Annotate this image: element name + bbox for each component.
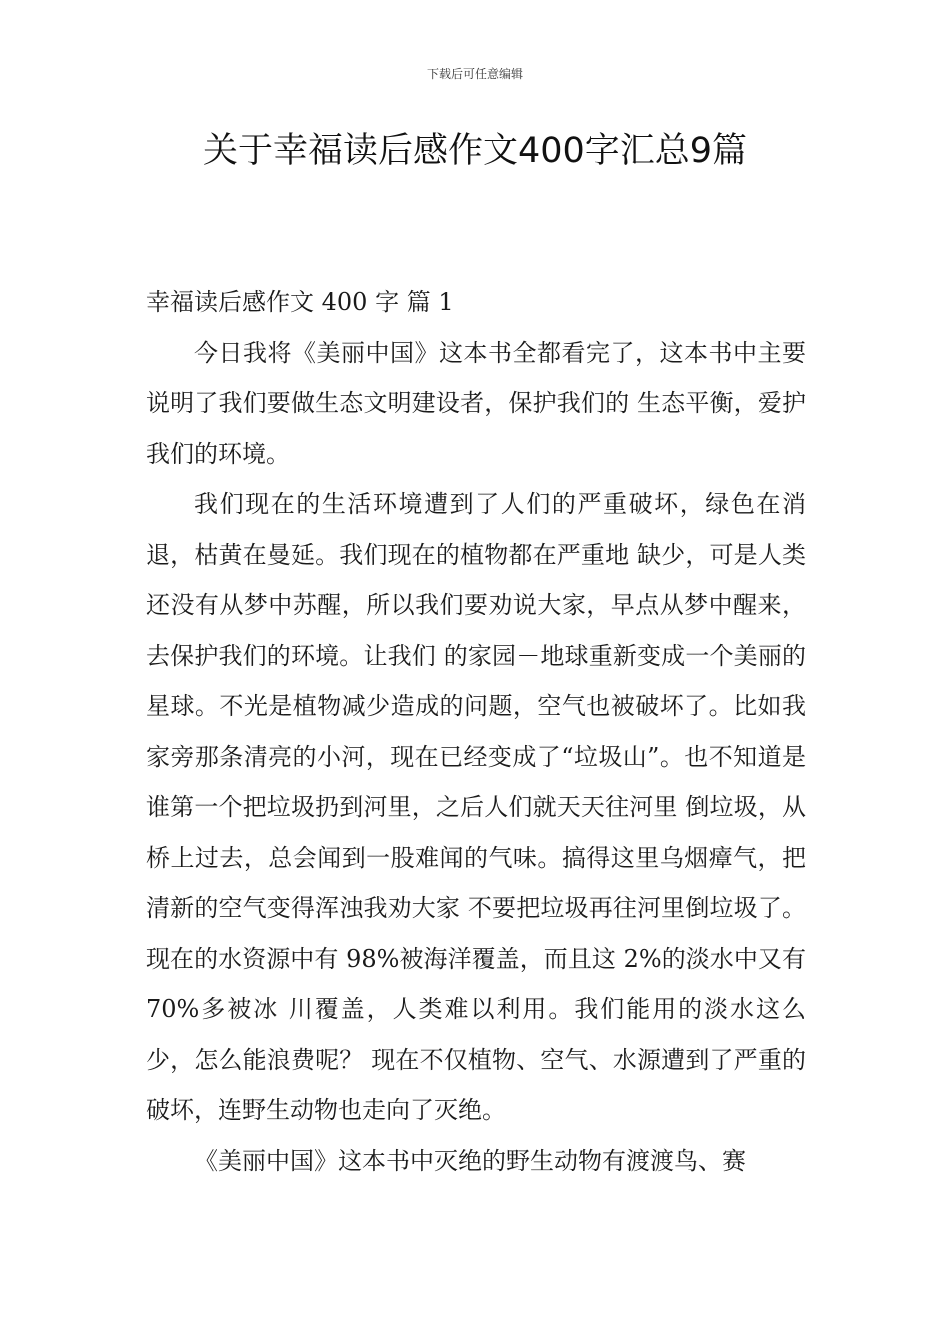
- document-title: 关于幸福读后感作文400字汇总9篇: [202, 131, 748, 171]
- paragraph-2: 我们现在的生活环境遭到了人们的严重破坏，绿色在消退，枯黄在曼延。我们现在的植物都在严重地 缺少，可是人类还没有从梦中苏醒，所以我们要劝说大家，早点从梦中醒来，去保护我们的环境。让我们 的家园－地球重新变成一个美丽的星球。不光是植物减少造成的问题，空气也被破坏了。比如我家旁那条清亮的小河，现在已经变成了“垃圾山”。也不知道是谁第一个把垃圾扔到河里，之后人们就天天往河里 倒垃圾，从桥上过去，总会闻到一股难闻的气味。搞得这里乌烟瘴气，把清新的空气变得浑浊我劝大家 不要把垃圾再往河里倒垃圾了。现在的水资源中有 98%被海洋覆盖，而且这 2%的淡水中又有 70%多被冰 川覆盖，人类难以利用。我们能用的淡水这么少，怎么能浪费呢？ 现在不仅植物、空气、水源遭到了严重的破坏，连野生动物也走向了灭绝。: [146, 490, 806, 1124]
- section-heading: 幸福读后感作文 400 字 篇 1: [146, 288, 454, 316]
- paragraph-3: 《美丽中国》这本书中灭绝的野生动物有渡渡鸟、赛: [194, 1146, 746, 1175]
- header-note: 下载后可任意编辑: [426, 67, 523, 81]
- document-body: [146, 277, 806, 1186]
- paragraph-1: 今日我将《美丽中国》这本书全都看完了，这本书中主要说明了我们要做生态文明建设者，保护我们的 生态平衡，爱护我们的环境。: [146, 338, 806, 468]
